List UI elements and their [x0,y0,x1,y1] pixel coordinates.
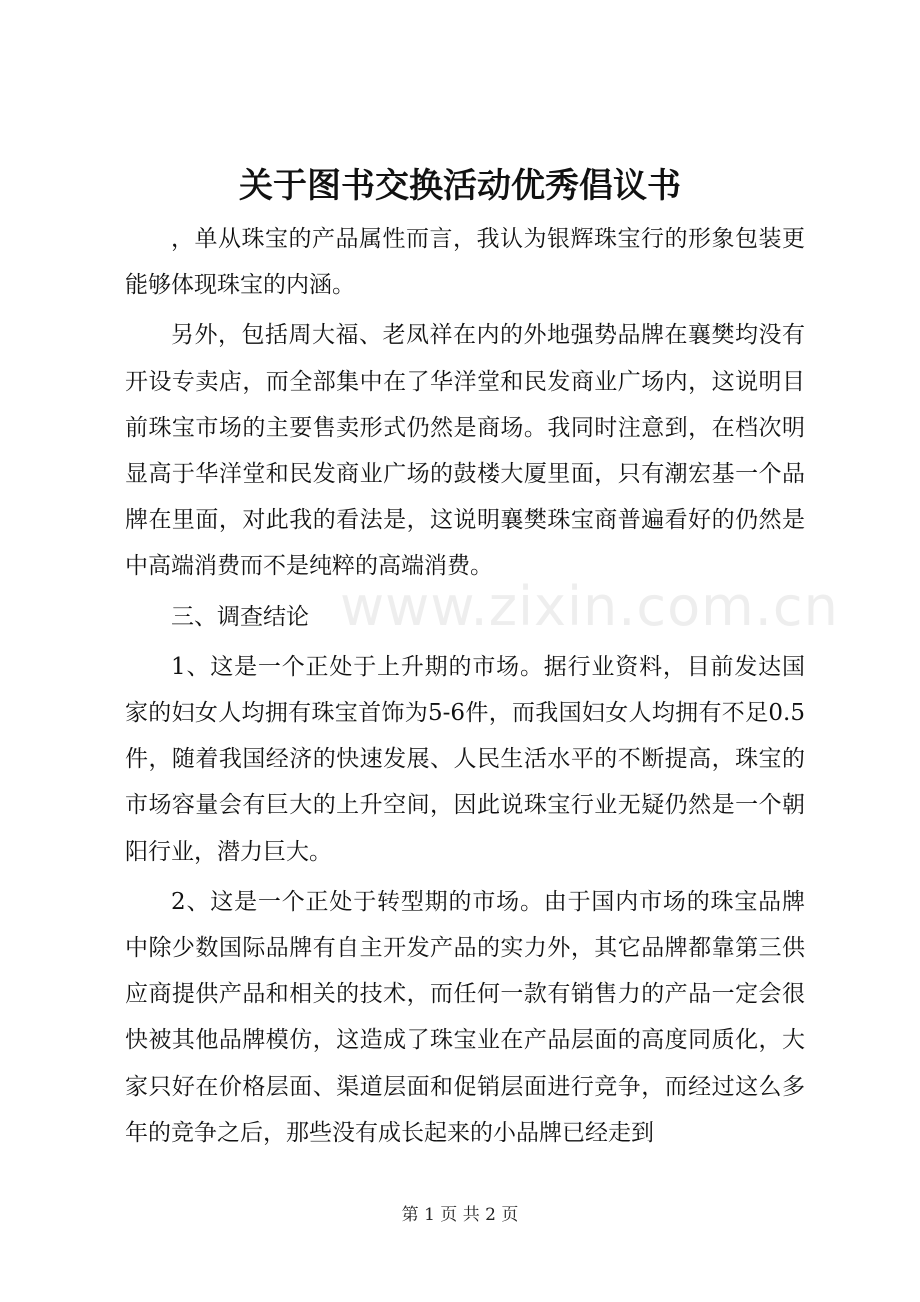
paragraph-3: 1、这是一个正处于上升期的市场。据行业资料，目前发达国家的妇女人均拥有珠宝首饰为5-6件，而我国妇女人均拥有不足0.5件，随着我国经济的快速发展、人民生活水平的不断提高，珠宝的市场容量会有巨大的上升空间，因此说珠宝行业无疑仍然是一个朝阳行业，潜力巨大。 [125,653,805,865]
section-heading: 三、调查结论 [171,603,309,630]
paragraph-4: 2、这是一个正处于转型期的市场。由于国内市场的珠宝品牌中除少数国际品牌有自主开发产品的实力外，其它品牌都靠第三供应商提供产品和相关的技术，而任何一款有销售力的产品一定会很快被其他品牌模仿，这造成了珠宝业在产品层面的高度同质化，大家只好在价格层面、渠道层面和促销层面进行竞争，而经过这么多年的竞争之后，那些没有成长起来的小品牌已经走到 [125,888,805,1146]
document-body [125,216,839,1156]
page-footer: 第 1 页 共 2 页 [401,1205,519,1225]
watermark: www.zixin.com.cn [340,575,839,638]
paragraph-1: ，单从珠宝的产品属性而言，我认为银辉珠宝行的形象包装更能够体现珠宝的内涵。 [125,226,805,299]
paragraph-2: 另外，包括周大福、老凤祥在内的外地强势品牌在襄樊均没有开设专卖店，而全部集中在了华洋堂和民发商业广场内，这说明目前珠宝市场的主要售卖形式仍然是商场。我同时注意到，在档次明显高于华洋堂和民发商业广场的鼓楼大厦里面，只有潮宏基一个品牌在里面，对此我的看法是，这说明襄樊珠宝商普遍看好的仍然是中高端消费而不是纯粹的高端消费。 [125,322,805,580]
page-title: 关于图书交换活动优秀倡议书 [239,166,681,206]
